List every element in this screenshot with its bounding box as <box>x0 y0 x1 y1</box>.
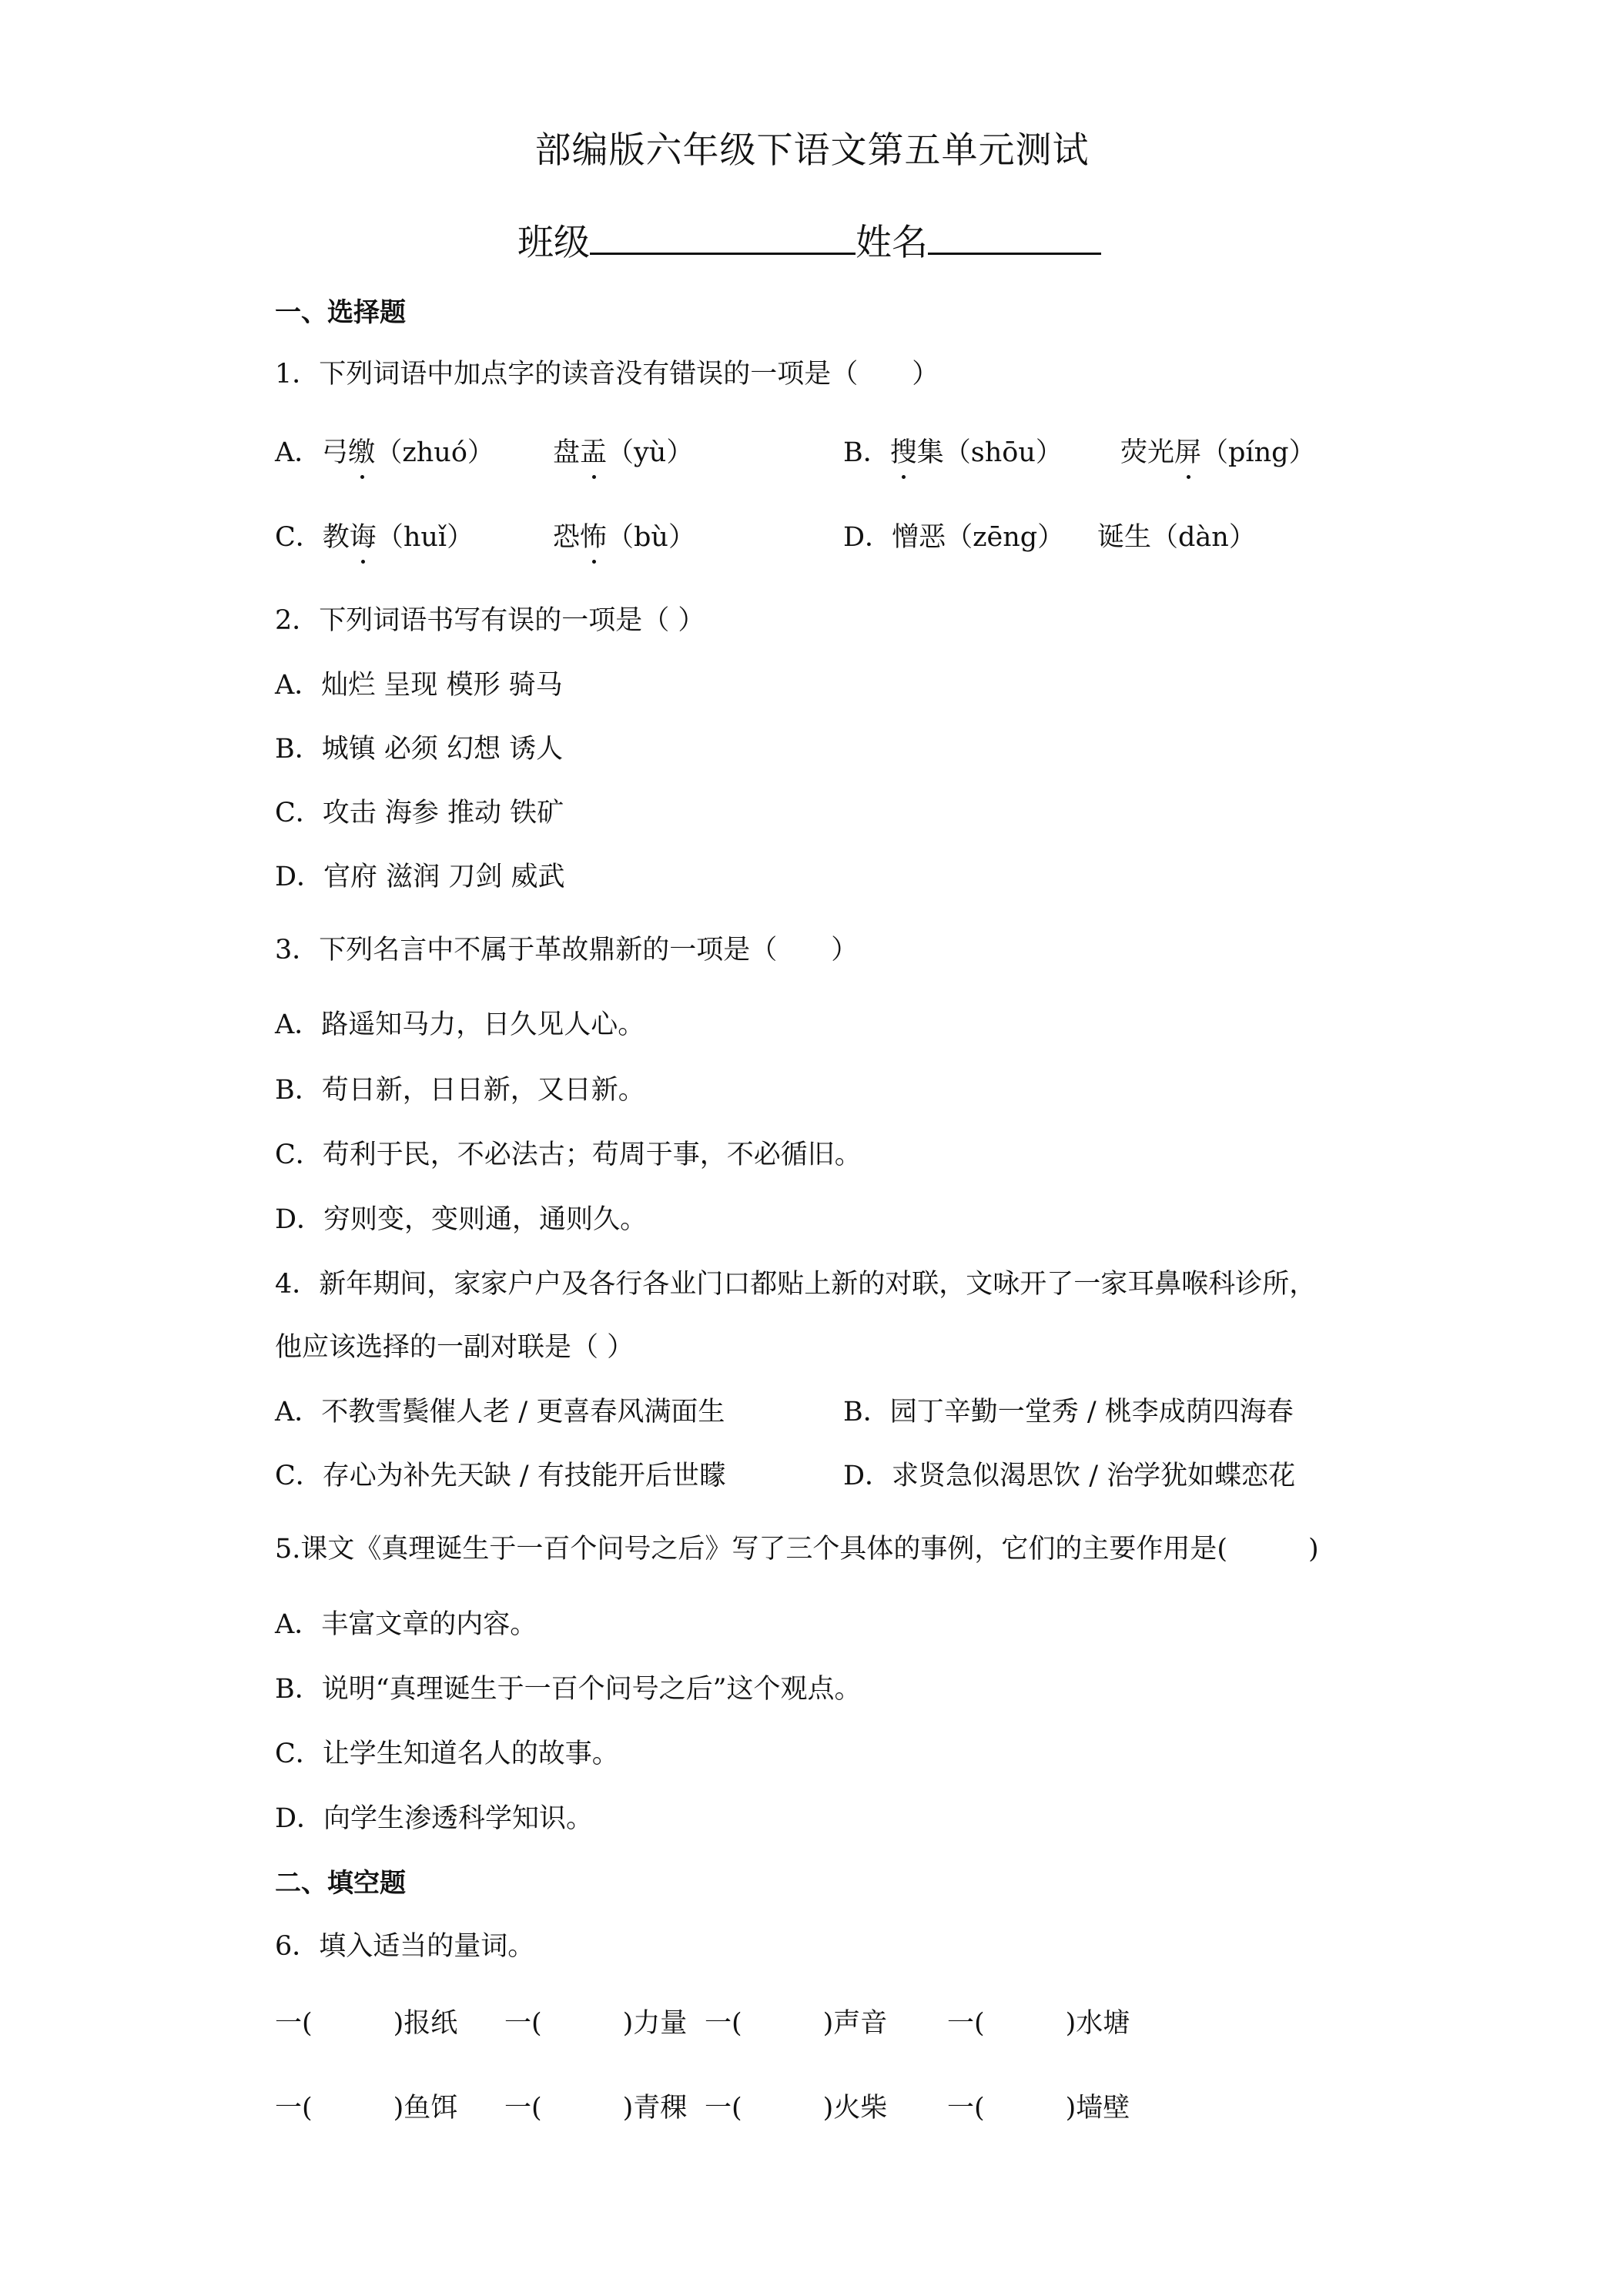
page-title: 部编版六年级下语文第五单元测试 <box>534 129 1090 172</box>
q5-option-a: A．丰富文章的内容。 <box>275 1609 537 1640</box>
class-label: 班级 <box>517 222 590 264</box>
q2-option-c: C．攻击 海参 推动 铁矿 <box>275 798 564 828</box>
name-label: 姓名 <box>856 222 928 264</box>
class-name-line <box>517 214 1101 266</box>
name-blank[interactable] <box>928 217 1101 255</box>
q6-blank-item[interactable]: 一( )声音 <box>705 2008 888 2039</box>
question-2-stem: 2．下列词语书写有误的一项是（ ） <box>275 605 705 636</box>
question-5-stem: 5.课文《真理诞生于一百个问号之后》写了三个具体的事例，它们的主要作用是( ) <box>275 1534 1319 1565</box>
q1-option-c-word2: 恐怖（bù） <box>553 516 695 554</box>
dotted-char: 盂 <box>580 431 607 470</box>
q1-option-a: A．弓缴（zhuó） <box>275 431 494 470</box>
q6-blank-item[interactable]: 一( )墙壁 <box>947 2093 1130 2124</box>
dotted-char: 屏 <box>1174 431 1201 470</box>
q1-option-d: D．憎恶（zēng） <box>843 522 1065 553</box>
q1-option-c: C．教诲（huǐ） <box>275 516 474 554</box>
q2-option-b: B．城镇 必须 幻想 诱人 <box>275 734 564 765</box>
q1-option-b-word2: 荧光屏（píng） <box>1120 431 1316 470</box>
q2-option-d: D．官府 滋润 刀剑 威武 <box>275 862 565 892</box>
q2-option-a: A．灿烂 呈现 模形 骑马 <box>275 670 563 701</box>
q4-option-a: A．不教雪鬓催人老 / 更喜春风满面生 <box>275 1397 725 1427</box>
q3-option-c: C．苟利于民，不必法古；苟周于事，不必循旧。 <box>275 1140 862 1170</box>
q5-option-b: B．说明“真理诞生于一百个问号之后”这个观点。 <box>275 1674 862 1705</box>
q3-option-a: A．路遥知马力，日久见人心。 <box>275 1009 645 1040</box>
section-heading-choice: 一、选择题 <box>275 297 406 328</box>
dotted-char: 缴 <box>348 431 375 470</box>
dotted-char: 搜 <box>890 431 917 470</box>
q1-option-d-word2: 诞生（dàn） <box>1097 522 1256 553</box>
dotted-char: 怖 <box>580 516 607 554</box>
q5-option-c: C．让学生知道名人的故事。 <box>275 1739 619 1769</box>
q6-blank-item[interactable]: 一( )鱼饵 <box>275 2093 458 2124</box>
q3-option-d: D．穷则变，变则通，通则久。 <box>275 1204 648 1235</box>
dotted-char: 诲 <box>350 516 377 554</box>
q6-blank-item[interactable]: 一( )报纸 <box>275 2008 458 2039</box>
q6-blank-item[interactable]: 一( )火柴 <box>705 2093 888 2124</box>
q5-option-d: D．向学生渗透科学知识。 <box>275 1803 594 1834</box>
question-3-stem: 3．下列名言中不属于革故鼎新的一项是（ ） <box>275 935 859 966</box>
q4-option-d: D．求贤急似渴思饮 / 治学犹如蝶恋花 <box>843 1461 1296 1491</box>
q6-blank-item[interactable]: 一( )力量 <box>504 2008 688 2039</box>
q4-option-b: B．园丁辛勤一堂秀 / 桃李成荫四海春 <box>843 1397 1294 1427</box>
section-heading-fill: 二、填空题 <box>275 1868 406 1899</box>
q1-option-a-word2: 盘盂（yù） <box>553 431 693 470</box>
question-4-stem-line1: 4．新年期间，家家户户及各行各业门口都贴上新的对联，文咏开了一家耳鼻喉科诊所， <box>275 1269 1317 1300</box>
question-4-stem-line2: 他应该选择的一副对联是（ ） <box>275 1332 635 1363</box>
question-6-stem: 6．填入适当的量词。 <box>275 1931 535 1962</box>
q6-blank-item[interactable]: 一( )水塘 <box>947 2008 1130 2039</box>
q6-blank-item[interactable]: 一( )青稞 <box>504 2093 688 2124</box>
class-blank[interactable] <box>590 217 856 255</box>
q4-option-c: C．存心为补先天缺 / 有技能开后世矇 <box>275 1461 726 1491</box>
question-1-stem: 1．下列词语中加点字的读音没有错误的一项是（ ） <box>275 359 939 390</box>
q3-option-b: B．苟日新，日日新，又日新。 <box>275 1075 645 1106</box>
q1-option-b: B．搜集（shōu） <box>843 431 1063 470</box>
